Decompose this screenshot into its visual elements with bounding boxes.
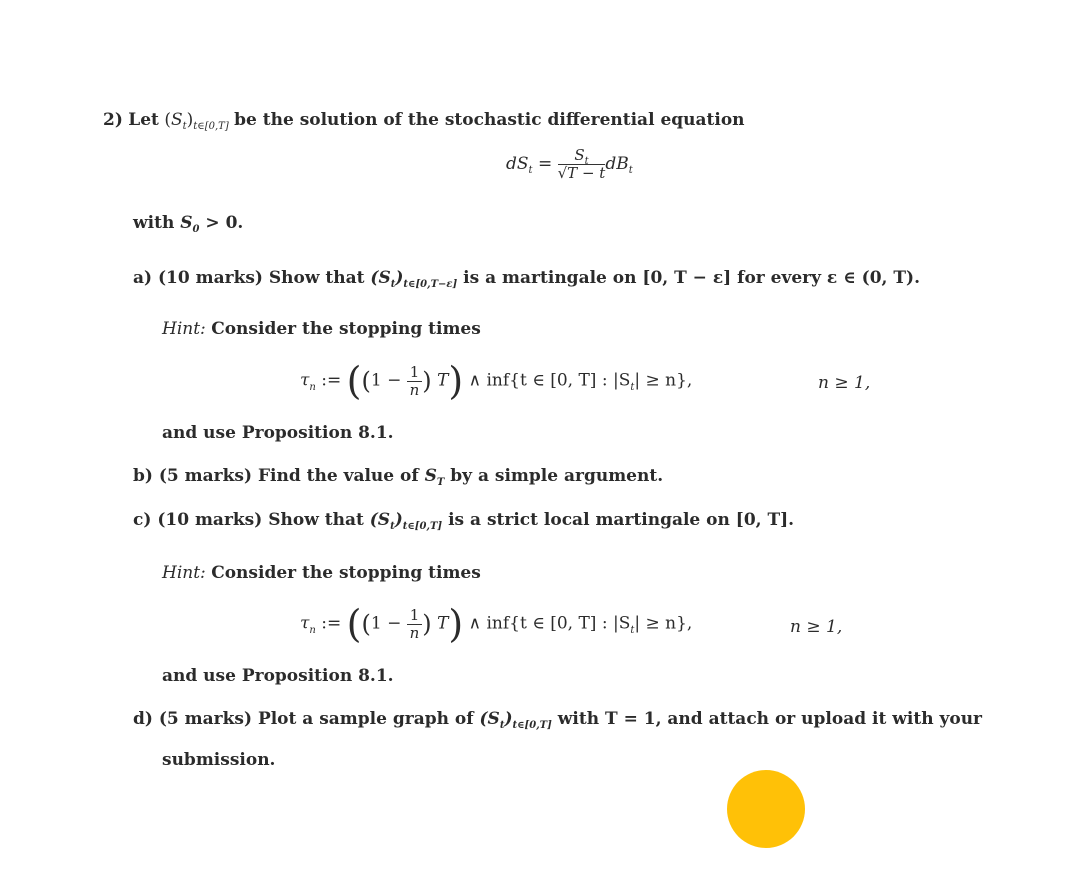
stopping-time-formula-2: $\tau_n$ := ((1 − $\frac{1}{n}$ ) T) ∧ inf{t ∈ [0, T] : $|S_t| \ge n$}, <box>300 602 693 646</box>
part-b: b) (5 marks) Find the value of $S_T$ by a simple argument. <box>133 466 664 488</box>
process-symbol: $(S_t)_{t\in[0,T]}$ <box>164 110 229 132</box>
part-d-continuation: submission. <box>162 750 276 770</box>
problem-intro <box>103 110 745 132</box>
part-a-label: a) <box>133 268 153 288</box>
yellow-dot-marker <box>727 770 805 848</box>
let-word: Let <box>128 110 159 130</box>
part-b-label: b) <box>133 466 153 486</box>
part-d-marks: (5 marks) <box>158 709 253 729</box>
sde-equation: $dS_t$ = $\frac{S_t}{√T - t}$ $dB_t$ <box>506 146 633 182</box>
n-condition-2: n ≥ 1, <box>790 617 843 637</box>
use-proposition-1: and use Proposition 8.1. <box>162 423 394 443</box>
n-condition-1: n ≥ 1, <box>818 373 871 393</box>
intro-text: be the solution of the stochastic differential equation <box>234 110 745 130</box>
part-b-marks: (5 marks) <box>158 466 253 486</box>
sde-fraction: $\frac{S_t}{√T - t}$ <box>557 146 606 182</box>
part-a: a) (10 marks) Show that $(S_t)_{t\in[0,T-\varepsilon]}$ is a martingale on [0, T − ε] for every ε ∈ (0, T). <box>133 268 920 290</box>
part-c-label: c) <box>133 510 152 530</box>
hint-1: Hint: Consider the stopping times <box>162 319 481 339</box>
part-c-marks: (10 marks) <box>157 510 263 530</box>
use-proposition-2: and use Proposition 8.1. <box>162 666 394 686</box>
part-c: c) (10 marks) Show that $(S_t)_{t\in[0,T]}$ is a strict local martingale on [0, T]. <box>133 510 795 532</box>
stopping-time-formula-1: $\tau_n$ := ((1 − $\frac{1}{n}$ ) T) ∧ inf{t ∈ [0, T] : $|S_t| \ge n$}, <box>300 359 693 403</box>
hint-label: Hint: <box>162 319 206 339</box>
hint-2: Hint: Consider the stopping times <box>162 563 481 583</box>
part-a-marks: (10 marks) <box>157 268 263 288</box>
part-d-label: d) <box>133 709 153 729</box>
part-d: d) (5 marks) Plot a sample graph of $(S_t)_{t\in[0,T]}$ with T = 1, and attach or upload it with your <box>133 709 983 731</box>
problem-number: 2) <box>103 110 123 130</box>
initial-condition: with $S_0 > 0$. <box>133 213 244 235</box>
